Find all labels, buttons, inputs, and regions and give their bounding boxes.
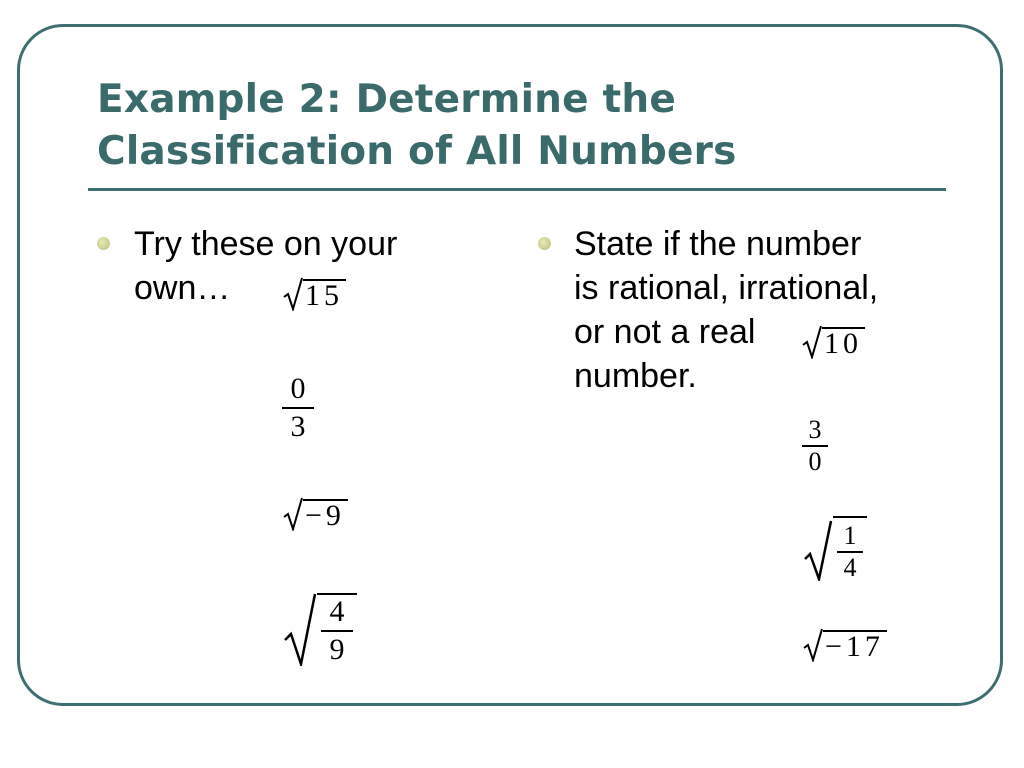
right-expr-sqrt-1-4 [803,516,867,589]
left-text-line-2: own… [134,269,231,307]
denominator: 3 [290,410,306,443]
radical-sign-icon [283,277,303,311]
right-expr-fraction-3-0 [802,412,828,475]
numerator: 4 [329,595,345,628]
right-bullet-text [574,222,878,398]
title-line-1: Example 2: Determine the [97,77,676,122]
right-text-line-4: number. [574,357,697,395]
denominator: 4 [843,553,857,582]
left-bullet-text [134,222,397,310]
fraction-bar [282,407,314,409]
title-line-2: Classification of All Numbers [97,129,737,174]
left-expr-sqrt-15 [283,277,346,319]
fraction-bar [321,630,353,632]
left-expr-sqrt-4-9 [283,592,357,674]
denominator: 9 [329,633,345,666]
right-expr-sqrt-neg-17 [803,628,887,670]
bullet-icon [538,237,551,250]
numerator: 1 [843,521,857,550]
numerator: 0 [290,372,306,405]
radical-sign-icon [802,325,822,359]
radical-sign-icon [803,519,833,581]
right-text-line-3: or not a real [574,313,756,351]
radicand: −17 [823,630,887,662]
denominator: 0 [808,447,822,476]
slide-title [97,74,957,178]
right-text-line-2: is rational, irrational, [574,269,879,307]
radical-sign-icon [283,592,317,666]
title-underline [88,188,946,191]
radicand: 15 [303,279,346,311]
left-expr-fraction-0-3 [282,372,314,443]
radicand: 10 [822,327,865,359]
numerator: 3 [808,415,822,444]
radicand: −9 [303,499,348,531]
right-expr-sqrt-10 [802,325,865,367]
left-expr-sqrt-neg-9 [283,497,348,539]
right-text-line-1: State if the number [574,225,862,263]
left-text-line-1: Try these on your [134,225,398,263]
radical-sign-icon [283,497,303,531]
radical-sign-icon [803,628,823,662]
bullet-icon [97,237,110,250]
